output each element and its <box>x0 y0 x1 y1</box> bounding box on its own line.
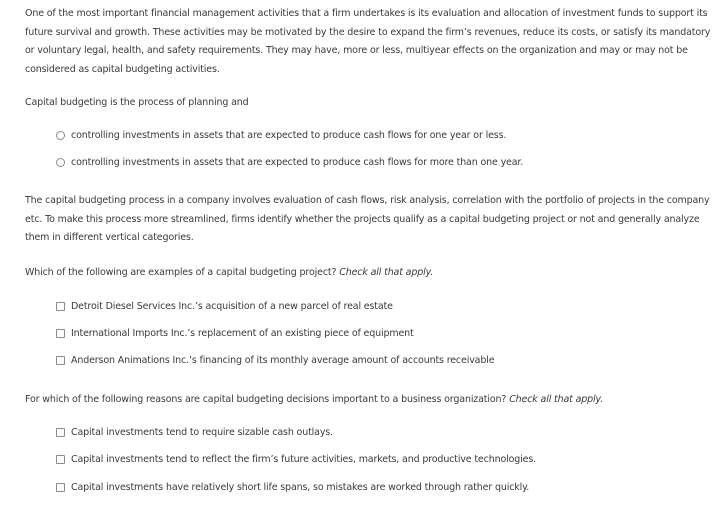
question3-option-3[interactable] <box>56 480 529 494</box>
question2-option-3[interactable] <box>56 353 494 367</box>
intro-paragraph: One of the most important financial management activities that a firm undertakes is its evaluation and allocation of investment funds to support its future survival and growth. These activities may be motivated by the desire to expand the firm’s revenues, reduce its costs, or satisfy its mandatory or voluntary legal, health, and safety requirements. They may have, more or less, multiyear effects on the organization and may or may not be considered as capital budgeting activities. <box>25 8 711 75</box>
option-label: International Imports Inc.’s replacement of an existing piece of equipment <box>71 327 414 339</box>
radio-button[interactable] <box>56 131 65 140</box>
option-label: controlling investments in assets that are expected to produce cash flows for one year or less. <box>71 129 507 141</box>
checkbox[interactable] <box>56 329 65 338</box>
option-label: Capital investments tend to require sizable cash outlays. <box>71 426 333 438</box>
question1-option-1[interactable] <box>56 128 506 142</box>
question1-option-2[interactable] <box>56 155 523 169</box>
checkbox[interactable] <box>56 302 65 311</box>
checkbox[interactable] <box>56 455 65 464</box>
option-label: Capital investments have relatively short life spans, so mistakes are worked through rather quickly. <box>71 481 530 493</box>
question3-option-2[interactable] <box>56 452 536 466</box>
option-label: Anderson Animations Inc.’s financing of its monthly average amount of accounts receivable <box>71 354 495 366</box>
checkbox[interactable] <box>56 356 65 365</box>
checkbox[interactable] <box>56 428 65 437</box>
question2-text: Which of the following are examples of a capital budgeting project? <box>25 267 337 278</box>
option-label: Capital investments tend to reflect the firm’s future activities, markets, and productive technologies. <box>71 453 536 465</box>
question2-stem <box>25 264 433 283</box>
question3-text: For which of the following reasons are capital budgeting decisions important to a business organization? <box>25 394 507 405</box>
question1-stem: Capital budgeting is the process of planning and <box>25 97 249 108</box>
option-label: Detroit Diesel Services Inc.’s acquisition of a new parcel of real estate <box>71 300 393 312</box>
question2-option-2[interactable] <box>56 326 414 340</box>
question3-option-1[interactable] <box>56 425 333 439</box>
question2-instruction: Check all that apply. <box>339 267 434 278</box>
process-paragraph: The capital budgeting process in a company involves evaluation of cash flows, risk analysis, correlation with the portfolio of projects in the company etc. To make this process more streamlined, firms identify whether the projects qualify as a capital budgeting project or not and generally analyze them in different vertical categories. <box>25 195 710 244</box>
checkbox[interactable] <box>56 483 65 492</box>
option-label: controlling investments in assets that are expected to produce cash flows for more than one year. <box>71 156 524 168</box>
question3-stem <box>25 391 603 410</box>
question3-instruction: Check all that apply. <box>509 394 604 405</box>
radio-button[interactable] <box>56 158 65 167</box>
question2-option-1[interactable] <box>56 299 393 313</box>
